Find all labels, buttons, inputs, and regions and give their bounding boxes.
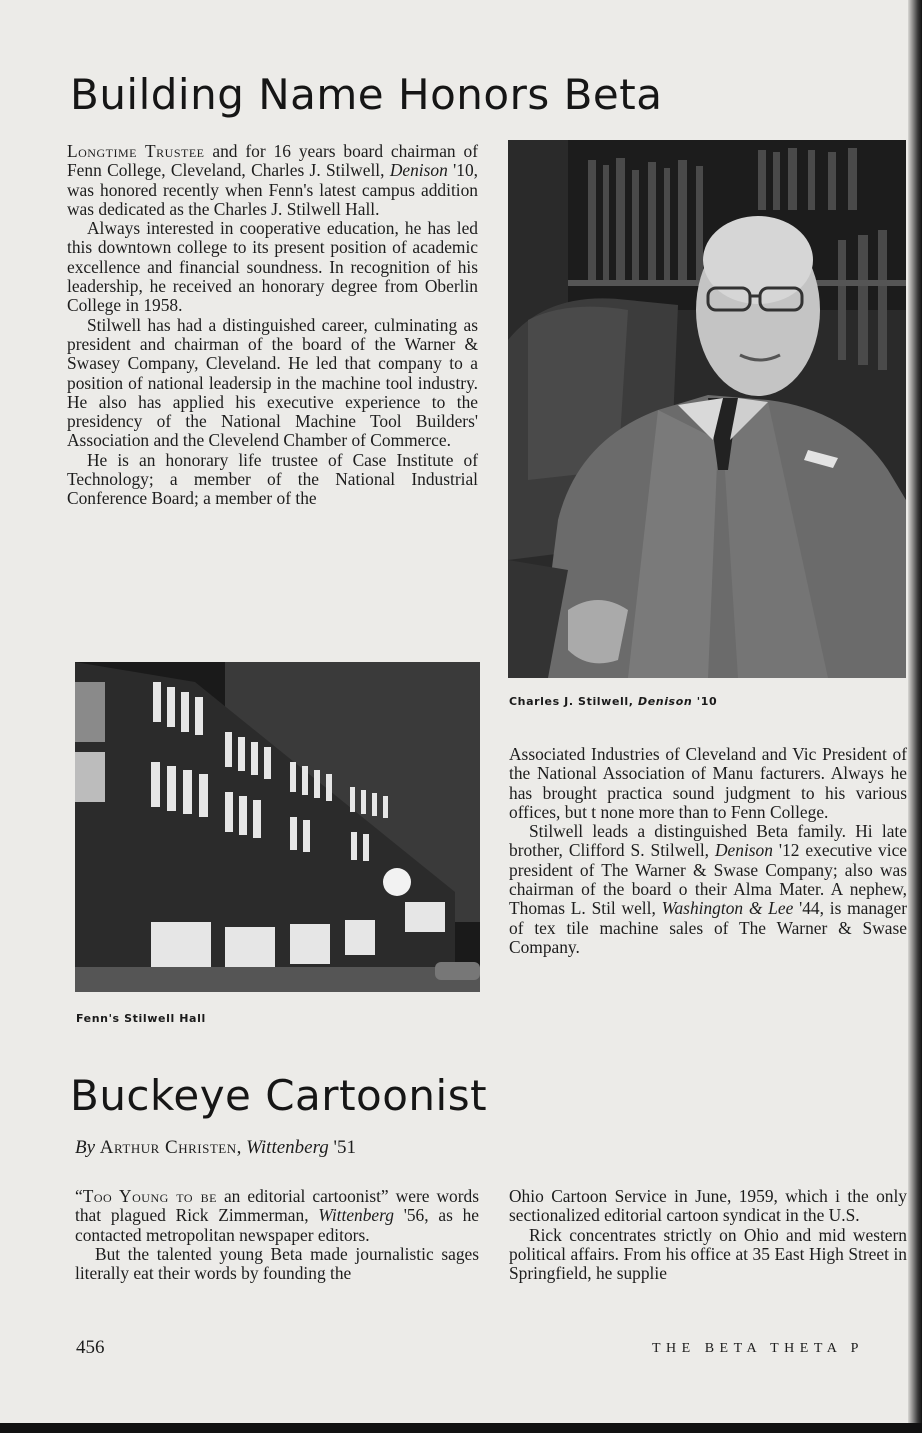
article1-paragraph-4: He is an honorary life trustee of Case Institute of Technology; a member of the National Industrial Conference Board; a member of the	[67, 449, 478, 509]
article2-column-right	[509, 1187, 907, 1283]
portrait-caption: Charles J. Stilwell, Denison '10	[509, 695, 718, 708]
article1-column-left	[67, 142, 478, 509]
article1-column-right	[509, 745, 907, 957]
article2-continuation-1: Ohio Cartoon Service in June, 1959, which i the only sectionalized editorial cartoon syndicat in the U.S.	[509, 1186, 907, 1226]
article1-paragraph-3: Stilwell has had a distinguished career, culminating as president and chairman of the board of the Warner & Swasey Company, Cleveland. He led that company to a position of national leadersip in the machine tool industry. He also has applied his executive experience to the presidency of the National Machine Tool Builders' Association and the Clevelend Chamber of Commerce.	[67, 314, 478, 451]
building-caption: Fenn's Stilwell Hall	[76, 1012, 206, 1025]
article2-continuation-2: Rick concentrates strictly on Ohio and mid western political affairs. From his office at 35 East High Street in Springfield, he supplie	[509, 1224, 907, 1284]
portrait-photo	[508, 140, 906, 678]
article1-paragraph-1: Longtime Trustee and for 16 years board chairman of Fenn College, Cleveland, Charles J. Stilwell, Denison '10, was honored recently when Fenn's latest campus addition was dedicated as the Charles J. Stilwell Hall.	[67, 141, 478, 219]
article-title-cartoonist: Buckeye Cartoonist	[70, 1071, 488, 1120]
article-title-building: Building Name Honors Beta	[70, 70, 663, 119]
byline: By Arthur Christen, Wittenberg '51	[75, 1137, 356, 1158]
article1-paragraph-2: Always interested in cooperative education, he has led this downtown college to its present position of academic excellence and financial soundness. In recognition of his leadership, he received an honorary degree from Oberlin College in 1958.	[67, 218, 478, 316]
page-bottom-edge	[0, 1423, 922, 1433]
article1-continuation-2: Stilwell leads a distinguished Beta family. Hi late brother, Clifford S. Stilwell, Denison '12 executive vice president of The Warner & Swase Company; also was chairman of the board o their Alma Mater. A nephew, Thomas L. Stil well, Washington & Lee '44, is manager of tex tile machine sales of The Warner & Swase Company.	[509, 821, 908, 957]
page-right-edge-shadow	[908, 0, 922, 1433]
running-head: THE BETA THETA P	[652, 1341, 864, 1356]
article1-continuation-1: Associated Industries of Cleveland and Vic President of the National Association of Manu facturers. Always he has brought practica sound judgment to his various offices, but t none more than to Fenn College.	[509, 744, 907, 822]
building-photo	[75, 662, 480, 992]
article2-column-left	[75, 1187, 479, 1283]
article2-paragraph-1: “Too Young to be an editorial cartoonist” were words that plagued Rick Zimmerman, Wittenberg '56, as he contacted metropolitan newspaper editors.	[75, 1186, 479, 1245]
page-number: 456	[76, 1337, 105, 1358]
article2-paragraph-2: But the talented young Beta made journalistic sages literally eat their words by founding the	[75, 1243, 479, 1284]
lead-in-smallcaps: Longtime Trustee	[67, 141, 205, 161]
